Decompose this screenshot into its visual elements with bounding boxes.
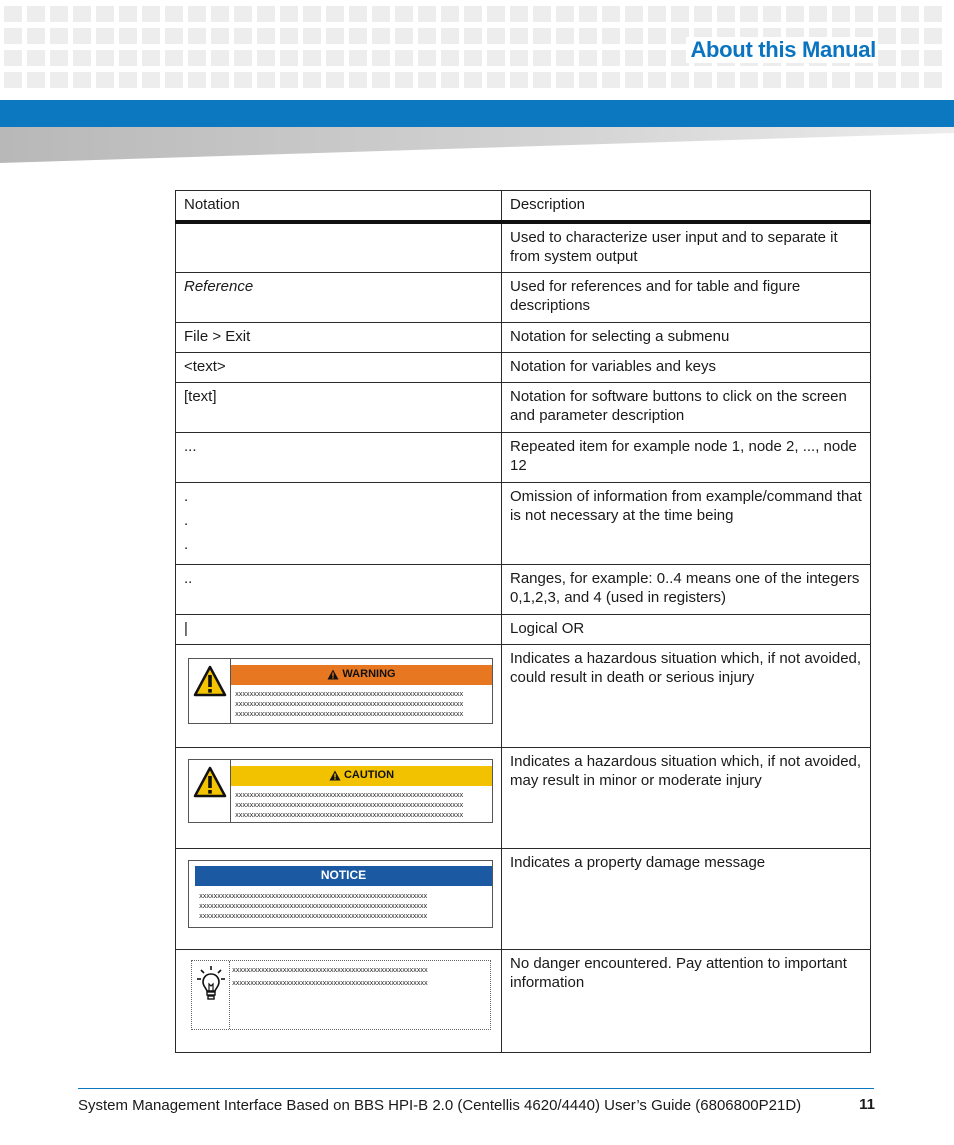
header-pattern-tile — [96, 72, 114, 88]
table-row — [176, 322, 871, 352]
table-row — [176, 564, 871, 614]
header-pattern-tile — [119, 6, 137, 22]
warning-triangle-icon — [189, 659, 231, 723]
placeholder-line: xxxxxxxxxxxxxxxxxxxxxxxxxxxxxxxxxxxxxxxxxxxxxxxxxxxxxxxxxxxxxxx — [235, 800, 464, 809]
header-pattern-tile — [441, 28, 459, 44]
header-pattern-tile — [50, 6, 68, 22]
header-pattern-tile — [924, 6, 942, 22]
notation-cell — [176, 848, 502, 949]
header-pattern-tile — [165, 50, 183, 66]
description-cell: Omission of information from example/command that is not necessary at the time being — [502, 482, 871, 564]
header-pattern-tile — [280, 50, 298, 66]
table-row — [176, 614, 871, 644]
header-pattern-tile — [556, 28, 574, 44]
header-pattern-tile — [579, 28, 597, 44]
header-pattern-tile — [510, 50, 528, 66]
caution-label: CAUTION — [343, 768, 395, 781]
header-pattern-tile — [165, 28, 183, 44]
caution-banner — [231, 766, 492, 786]
header-pattern-tile — [4, 72, 22, 88]
header-pattern-tile — [671, 72, 689, 88]
header-pattern-tile — [303, 6, 321, 22]
header-pattern-tile — [142, 6, 160, 22]
header-pattern-tile — [50, 72, 68, 88]
warning-triangle-icon — [189, 760, 231, 822]
header-pattern-tile — [211, 6, 229, 22]
header-pattern-tile — [257, 50, 275, 66]
header-pattern-tile — [4, 6, 22, 22]
table-row — [176, 382, 871, 432]
header-pattern-tile — [487, 28, 505, 44]
header-pattern-tile — [326, 72, 344, 88]
header-pattern-tile — [901, 50, 919, 66]
header-pattern-tile — [441, 72, 459, 88]
header-pattern-tile — [303, 50, 321, 66]
header-pattern-tile — [878, 72, 896, 88]
header-pattern-tile — [372, 72, 390, 88]
notation-cell — [176, 222, 502, 273]
header-pattern-tile — [924, 50, 942, 66]
header-pattern-tile — [694, 72, 712, 88]
header-pattern-tile — [717, 6, 735, 22]
table-row — [176, 747, 871, 848]
placeholder-line: xxxxxxxxxxxxxxxxxxxxxxxxxxxxxxxxxxxxxxxxxxxxxxxxxxxxxxxxxxxxxxx — [199, 901, 428, 910]
placeholder-line: xxxxxxxxxxxxxxxxxxxxxxxxxxxxxxxxxxxxxxxxxxxxxxxxxxxxxx — [232, 965, 428, 974]
header-pattern-tile — [165, 72, 183, 88]
table-header-row — [176, 191, 871, 222]
header-pattern-tile — [786, 72, 804, 88]
header-pattern-tile — [809, 72, 827, 88]
header-pattern-tile — [579, 6, 597, 22]
notation-cell — [176, 747, 502, 848]
header-pattern-tile — [855, 6, 873, 22]
header-pattern-tile — [349, 50, 367, 66]
header-pattern-tile — [763, 72, 781, 88]
footer-text: System Management Interface Based on BBS HPI-B 2.0 (Centellis 4620/4440) User’s Guide (6806800P21D) — [78, 1097, 802, 1114]
header-pattern-tile — [303, 28, 321, 44]
description-cell: No danger encountered. Pay attention to important information — [502, 949, 871, 1052]
header-pattern-tile — [257, 28, 275, 44]
header-pattern-tile — [740, 72, 758, 88]
header-pattern-tile — [372, 28, 390, 44]
header-pattern-tile — [602, 72, 620, 88]
description-cell: Used to characterize user input and to separate it from system output — [502, 222, 871, 273]
warning-placeholder-text — [235, 689, 490, 719]
placeholder-line: xxxxxxxxxxxxxxxxxxxxxxxxxxxxxxxxxxxxxxxxxxxxxxxxxxxxxxxxxxxxxxx — [235, 709, 464, 718]
header-pattern-tile — [602, 50, 620, 66]
omission-dot: . — [184, 511, 189, 529]
header-pattern-tile — [579, 50, 597, 66]
header-pattern-tile — [625, 28, 643, 44]
header-pattern-tile — [349, 28, 367, 44]
header-pattern-tile — [73, 6, 91, 22]
description-cell: Indicates a property damage message — [502, 848, 871, 949]
header-pattern-tile — [50, 50, 68, 66]
header-pattern-tile — [119, 28, 137, 44]
placeholder-line: xxxxxxxxxxxxxxxxxxxxxxxxxxxxxxxxxxxxxxxxxxxxxxxxxxxxxxxxxxxxxxx — [199, 911, 428, 920]
description-cell: Notation for selecting a submenu — [502, 322, 871, 352]
header-pattern-tile — [165, 6, 183, 22]
header-pattern-tile — [27, 72, 45, 88]
header-pattern-tile — [533, 72, 551, 88]
notice-placeholder-text — [199, 891, 490, 921]
header-pattern-tile — [211, 50, 229, 66]
header-pattern-tile — [188, 72, 206, 88]
caution-sample — [188, 759, 493, 823]
header-pattern-tile — [671, 6, 689, 22]
notation-cell: .. — [176, 564, 502, 614]
placeholder-line: xxxxxxxxxxxxxxxxxxxxxxxxxxxxxxxxxxxxxxxxxxxxxxxxxxxxxxxxxxxxxxx — [235, 699, 464, 708]
header-pattern-tile — [533, 28, 551, 44]
header-pattern-tile — [4, 50, 22, 66]
table-row — [176, 482, 871, 564]
header-pattern-tile — [464, 28, 482, 44]
placeholder-line: xxxxxxxxxxxxxxxxxxxxxxxxxxxxxxxxxxxxxxxxxxxxxxxxxxxxxx — [232, 978, 428, 987]
header-pattern-tile — [142, 28, 160, 44]
table-row — [176, 848, 871, 949]
warning-mini-icon — [327, 669, 339, 680]
header-pattern-tile — [625, 50, 643, 66]
header-pattern-tile — [556, 6, 574, 22]
table-row — [176, 272, 871, 322]
header-pattern-tile — [119, 50, 137, 66]
header-pattern-tile — [326, 6, 344, 22]
tip-sample — [191, 960, 491, 1030]
header-pattern-tile — [96, 6, 114, 22]
header-pattern-tile — [855, 72, 873, 88]
header-pattern-tile — [441, 6, 459, 22]
notation-cell: <text> — [176, 352, 502, 382]
header-pattern-tile — [372, 50, 390, 66]
header-pattern-tile — [579, 72, 597, 88]
header-pattern-tile — [832, 72, 850, 88]
header-pattern-tile — [234, 28, 252, 44]
header-pattern-tile — [510, 72, 528, 88]
header-pattern-tile — [188, 50, 206, 66]
header-pattern-tile — [510, 28, 528, 44]
header-pattern-tile — [395, 50, 413, 66]
notice-sample — [188, 860, 493, 928]
header-pattern-tile — [464, 72, 482, 88]
header-pattern-tile — [786, 6, 804, 22]
header-pattern-tile — [487, 72, 505, 88]
header-pattern-tile — [234, 50, 252, 66]
header-pattern-tile — [142, 50, 160, 66]
lightbulb-icon — [192, 961, 230, 1029]
header-description: Description — [502, 191, 871, 222]
header-pattern-tile — [924, 28, 942, 44]
description-cell: Ranges, for example: 0..4 means one of the integers 0,1,2,3, and 4 (used in registers) — [502, 564, 871, 614]
warning-sample — [188, 658, 493, 724]
header-pattern-tile — [188, 6, 206, 22]
header-grey-band — [0, 127, 954, 163]
header-pattern-tile — [418, 28, 436, 44]
header-pattern-tile — [27, 6, 45, 22]
notation-cell — [176, 949, 502, 1052]
omission-dot: . — [184, 535, 189, 553]
header-pattern-tile — [878, 6, 896, 22]
header-pattern-tile — [487, 6, 505, 22]
notation-cell — [176, 644, 502, 747]
header-pattern-tile — [326, 28, 344, 44]
description-cell: Used for references and for table and figure descriptions — [502, 272, 871, 322]
header-pattern-tile — [4, 28, 22, 44]
notation-cell: File > Exit — [176, 322, 502, 352]
notation-table — [175, 190, 871, 1053]
header-pattern-tile — [464, 6, 482, 22]
footer-rule — [78, 1088, 874, 1089]
caution-mini-icon — [329, 770, 341, 781]
header-pattern-tile — [73, 50, 91, 66]
header-pattern-tile — [901, 6, 919, 22]
notation-cell: ... — [176, 432, 502, 482]
description-cell: Notation for software buttons to click on the screen and parameter description — [502, 382, 871, 432]
header-pattern-tile — [395, 28, 413, 44]
header-pattern-tile — [510, 6, 528, 22]
header-pattern-tile — [372, 6, 390, 22]
header-pattern-tile — [119, 72, 137, 88]
table-row — [176, 432, 871, 482]
header-pattern-tile — [211, 72, 229, 88]
header-pattern-tile — [740, 6, 758, 22]
table-row — [176, 222, 871, 273]
notation-cell: Reference — [176, 272, 502, 322]
description-cell: Notation for variables and keys — [502, 352, 871, 382]
header-pattern-tile — [602, 6, 620, 22]
header-pattern-tile — [533, 50, 551, 66]
header-pattern-tile — [625, 6, 643, 22]
header-pattern-tile — [418, 72, 436, 88]
header-pattern-tile — [832, 6, 850, 22]
header-pattern-tile — [73, 72, 91, 88]
header-pattern-tile — [648, 72, 666, 88]
header-pattern-tile — [257, 6, 275, 22]
table-row — [176, 352, 871, 382]
header-pattern-tile — [487, 50, 505, 66]
header-pattern-tile — [717, 72, 735, 88]
page-title: About this Manual — [686, 37, 876, 63]
table-row — [176, 949, 871, 1052]
header-pattern-tile — [27, 28, 45, 44]
header-pattern-tile — [27, 50, 45, 66]
header-pattern-tile — [901, 72, 919, 88]
header-pattern-tile — [533, 6, 551, 22]
header-pattern-tile — [234, 6, 252, 22]
header-pattern-tile — [280, 6, 298, 22]
warning-label: WARNING — [342, 667, 396, 680]
notation-cell — [176, 482, 502, 564]
header-pattern-tile — [878, 50, 896, 66]
header-pattern-tile — [924, 72, 942, 88]
page-number: 11 — [859, 1096, 875, 1113]
placeholder-line: xxxxxxxxxxxxxxxxxxxxxxxxxxxxxxxxxxxxxxxxxxxxxxxxxxxxxxxxxxxxxxx — [199, 891, 428, 900]
header-pattern-tile — [303, 72, 321, 88]
header-pattern-tile — [188, 28, 206, 44]
description-cell: Repeated item for example node 1, node 2, ..., node 12 — [502, 432, 871, 482]
header-pattern-tile — [809, 6, 827, 22]
header-pattern-tile — [395, 6, 413, 22]
caution-placeholder-text — [235, 790, 490, 820]
placeholder-line: xxxxxxxxxxxxxxxxxxxxxxxxxxxxxxxxxxxxxxxxxxxxxxxxxxxxxxxxxxxxxxx — [235, 810, 464, 819]
header-pattern-tile — [234, 72, 252, 88]
header-pattern-tile — [395, 72, 413, 88]
header-pattern-tile — [73, 28, 91, 44]
header-blue-band — [0, 100, 954, 127]
header-pattern-tile — [142, 72, 160, 88]
notation-cell: | — [176, 614, 502, 644]
header-pattern-tile — [648, 6, 666, 22]
description-cell: Indicates a hazardous situation which, if not avoided, may result in minor or moderate injury — [502, 747, 871, 848]
header-pattern-tile — [602, 28, 620, 44]
header-pattern-tile — [211, 28, 229, 44]
description-cell: Logical OR — [502, 614, 871, 644]
header-pattern-tile — [418, 50, 436, 66]
header-pattern-tile — [349, 6, 367, 22]
header-pattern-tile — [418, 6, 436, 22]
notice-banner: NOTICE — [195, 866, 492, 886]
table-row — [176, 644, 871, 747]
header-pattern-tile — [648, 28, 666, 44]
header-pattern-tile — [625, 72, 643, 88]
header-pattern-tile — [441, 50, 459, 66]
description-cell: Indicates a hazardous situation which, if not avoided, could result in death or serious injury — [502, 644, 871, 747]
header-pattern-tile — [280, 72, 298, 88]
header-pattern-tile — [257, 72, 275, 88]
header-pattern-tile — [96, 50, 114, 66]
header-pattern-tile — [349, 72, 367, 88]
warning-banner — [231, 665, 492, 685]
header-pattern-tile — [280, 28, 298, 44]
placeholder-line: xxxxxxxxxxxxxxxxxxxxxxxxxxxxxxxxxxxxxxxxxxxxxxxxxxxxxxxxxxxxxxx — [235, 689, 464, 698]
notation-cell: [text] — [176, 382, 502, 432]
header-pattern-tile — [50, 28, 68, 44]
header-pattern-tile — [326, 50, 344, 66]
tip-placeholder-text — [232, 964, 486, 990]
header-pattern-tile — [878, 28, 896, 44]
header-notation: Notation — [176, 191, 502, 222]
header-pattern-tile — [96, 28, 114, 44]
header-pattern-tile — [464, 50, 482, 66]
placeholder-line: xxxxxxxxxxxxxxxxxxxxxxxxxxxxxxxxxxxxxxxxxxxxxxxxxxxxxxxxxxxxxxx — [235, 790, 464, 799]
header-pattern-tile — [556, 72, 574, 88]
header-pattern-tile — [763, 6, 781, 22]
header-pattern-tile — [648, 50, 666, 66]
omission-dot: . — [184, 487, 189, 505]
header-pattern-tile — [694, 6, 712, 22]
header-pattern-tile — [901, 28, 919, 44]
header-pattern-tile — [556, 50, 574, 66]
